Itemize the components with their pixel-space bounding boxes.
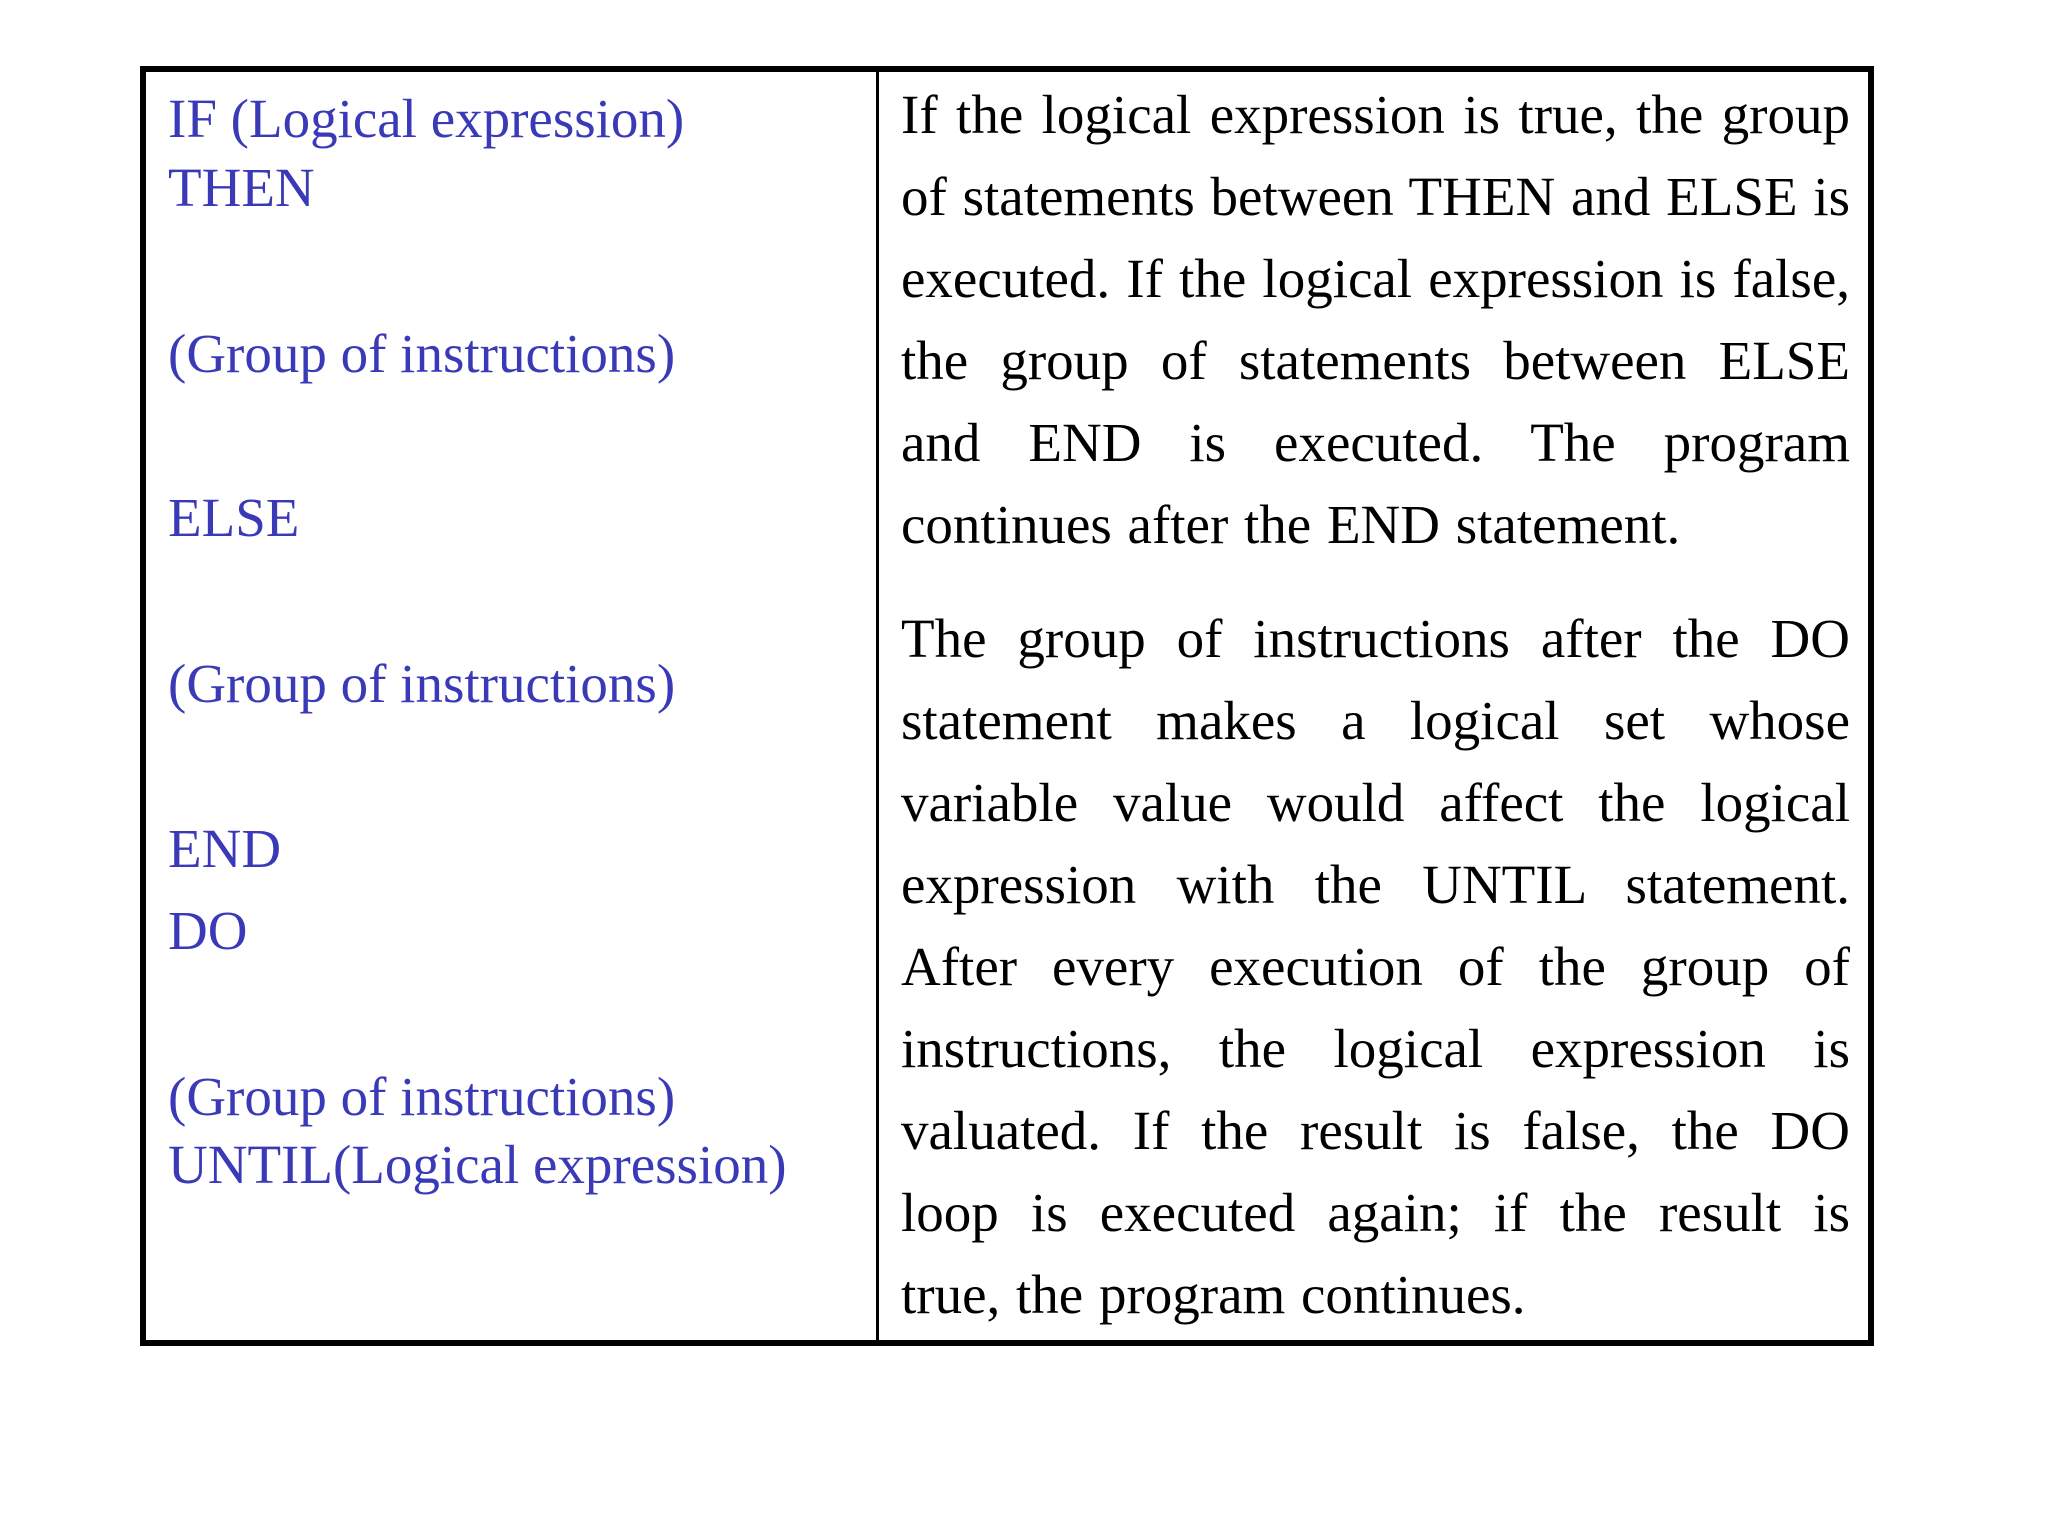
code-line-group-3: (Group of instructions)	[168, 1066, 676, 1127]
code-line-if: IF (Logical expression)	[168, 88, 685, 149]
code-line-group-1: (Group of instructions)	[168, 323, 676, 384]
if-then-else-description: If the logical expression is true, the group of statements between THEN and ELSE is executed. If the logical expression is false, the group of statements between ELSE and END is executed. The program continues after the END statement.	[901, 84, 1850, 555]
code-column	[146, 72, 879, 1340]
code-line-group-2: (Group of instructions)	[168, 653, 676, 714]
syntax-table	[140, 66, 1874, 1346]
code-line-else: ELSE	[168, 487, 300, 548]
code-line-then: THEN	[168, 157, 315, 218]
do-until-description: The group of instructions after the DO statement makes a logical set whose variable value would affect the logical expression with the UNTIL statement. After every execution of the group of instructions, the logical expression is valuated. If the result is false, the DO loop is executed again; if the result is true, the program continues.	[901, 608, 1850, 1325]
code-line-do: DO	[168, 900, 248, 961]
code-line-until: UNTIL(Logical expression)	[168, 1134, 787, 1195]
code-line-end: END	[168, 818, 282, 879]
description-column	[879, 72, 1868, 1340]
